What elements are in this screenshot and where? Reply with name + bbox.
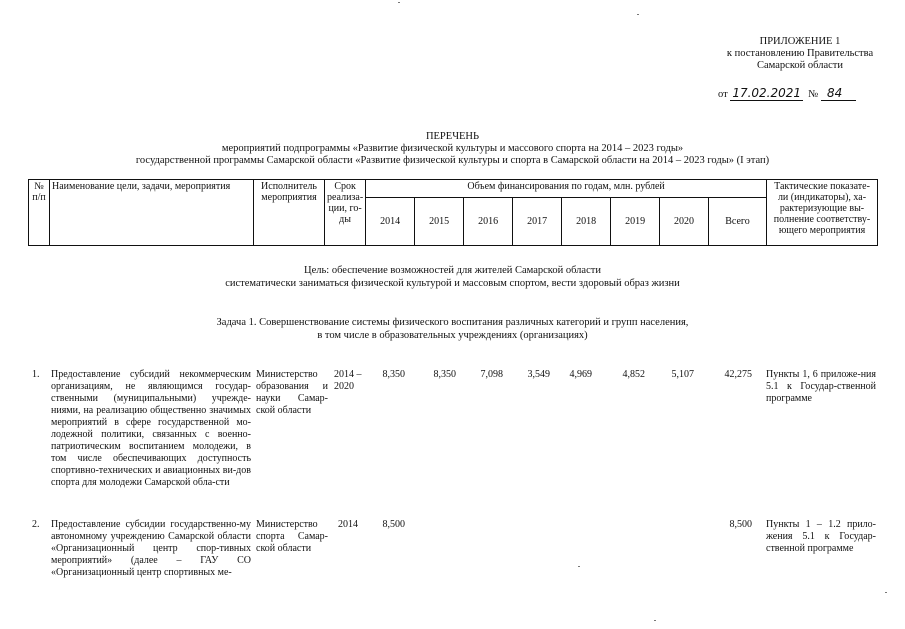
- row-value-2017: 3,549: [527, 369, 550, 380]
- row-name: Предоставление субсидии государственно-му автономному учреждению Самарской области «Организационный центр спор-тивных мероприятий» (далее – ГАУ СО «Организационный центр спортивных ме-: [51, 519, 251, 578]
- goal-line-2: систематически заниматься физической культурой и массовым спортом, вести здоровый образ жизни: [225, 278, 680, 289]
- scan-speck: [654, 620, 656, 621]
- subprogram-title: мероприятий подпрограммы «Развитие физической культуры и массового спорта на 2014 – 2023 годы»: [221, 143, 684, 154]
- header-year-2015: 2015: [415, 198, 464, 246]
- date-prefix: от: [718, 89, 728, 100]
- decree-number: 84: [821, 86, 856, 101]
- scan-speck: [637, 14, 639, 15]
- scan-speck: [885, 592, 887, 593]
- task-line-1: Задача 1. Совершенствование системы физического воспитания различных категорий и групп населения,: [216, 317, 689, 328]
- header-term: Срок реализа-ции, го-ды: [325, 180, 366, 246]
- row-value-total: 8,500: [729, 519, 752, 530]
- header-num: № п/п: [29, 180, 50, 246]
- scan-speck: [398, 2, 400, 3]
- row-executor: Министерство спорта Самар-ской области: [256, 519, 328, 554]
- row-value-2019: 4,852: [622, 369, 645, 380]
- row-value-2016: 7,098: [480, 369, 503, 380]
- row-value-2018: 4,969: [569, 369, 592, 380]
- row-indicators: Пункты 1, 6 приложе-ния 5.1 к Государ-ственной программе: [766, 369, 876, 404]
- document-title: ПЕРЕЧЕНЬ: [425, 131, 480, 142]
- header-year-2020: 2020: [660, 198, 709, 246]
- header-year-2018: 2018: [562, 198, 611, 246]
- goal-line-1: Цель: обеспечение возможностей для жителей Самарской области: [304, 265, 601, 276]
- row-executor: Министерство образования и науки Самар-ской области: [256, 369, 328, 416]
- appendix-region: Самарской области: [757, 60, 843, 71]
- program-title: государственной программы Самарской области «Развитие физической культуры и спорта в Самарской области на 2014 – 2023 годы» (I этап): [135, 155, 770, 166]
- header-year-2017: 2017: [513, 198, 562, 246]
- header-year-2014: 2014: [366, 198, 415, 246]
- header-executor: Исполнитель мероприятия: [254, 180, 325, 246]
- row-value-2014: 8,350: [382, 369, 405, 380]
- row-value-total: 42,275: [724, 369, 752, 380]
- row-value-2015: 8,350: [433, 369, 456, 380]
- header-funding: Объем финансирования по годам, млн. рублей: [366, 180, 767, 198]
- row-value-2020: 5,107: [671, 369, 694, 380]
- row-indicators: Пункты 1 – 1.2 прило-жения 5.1 к Государ-ственной программе: [766, 519, 876, 554]
- number-prefix: №: [808, 89, 819, 100]
- row-term: 2014 – 2020: [334, 369, 362, 392]
- decree-date: 17.02.2021: [732, 86, 802, 100]
- row-number: 2.: [32, 519, 40, 530]
- appendix-block: [700, 36, 900, 72]
- header-name: Наименование цели, задачи, мероприятия: [50, 180, 254, 246]
- row-term: 2014: [338, 519, 358, 530]
- header-year-2019: 2019: [611, 198, 660, 246]
- row-name: Предоставление субсидий некоммерческим организациям, не являющимся государ-ственными (муниципальными) учрежде-ниями, на реализацию общественно значимых мероприятий в сфере государственной мо-лодежной политики, связанных с военно-патриотическим воспитанием молодежи, в том числе обеспечивающих доступность спортивно-технических и авиационных ви-дов спорта для молодежи Самарской обла-сти: [51, 369, 251, 488]
- header-year-2016: 2016: [464, 198, 513, 246]
- header-indicators: Тактические показате-ли (индикаторы), ха-рактеризующие вы-полнение соответству-ющего мероприятия: [767, 180, 878, 246]
- table-header: [28, 179, 878, 246]
- row-value-2014: 8,500: [382, 519, 405, 530]
- scan-speck: [578, 566, 580, 567]
- appendix-title: ПРИЛОЖЕНИЕ 1: [759, 36, 841, 47]
- decree-date-line: [718, 86, 856, 100]
- task-line-2: в том числе в образовательных учреждениях (организациях): [317, 330, 588, 341]
- row-number: 1.: [32, 369, 40, 380]
- header-total: Всего: [709, 198, 767, 246]
- appendix-decree: к постановлению Правительства: [726, 48, 874, 59]
